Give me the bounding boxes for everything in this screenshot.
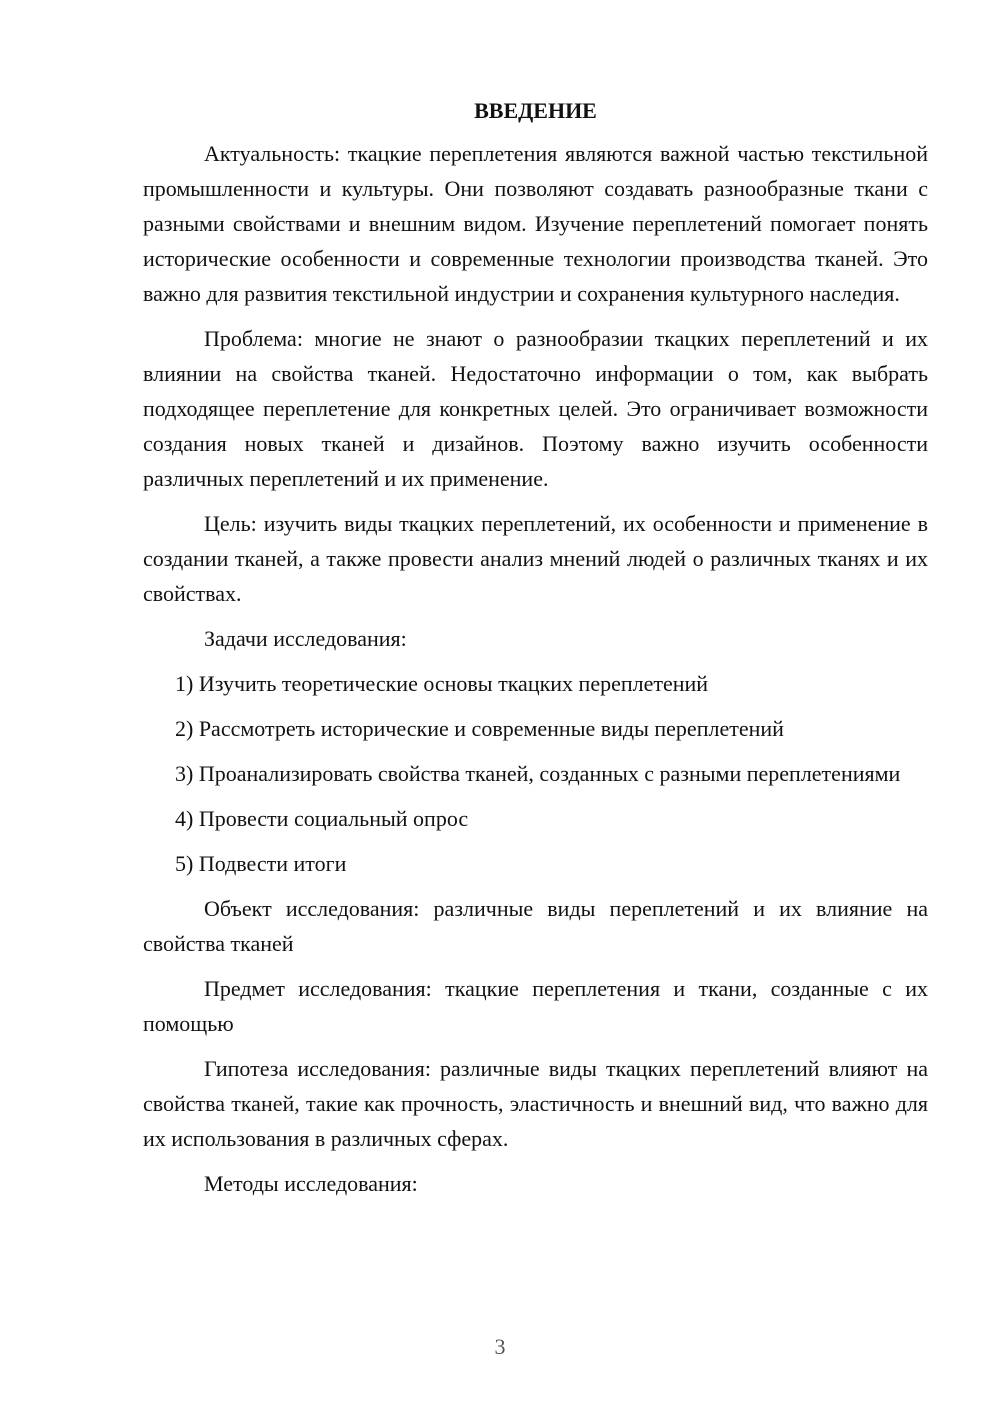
task-item: 3) Проанализировать свойства тканей, созданных с разными переплетениями bbox=[175, 761, 901, 786]
task-item: 5) Подвести итоги bbox=[175, 851, 347, 876]
page-title: ВВЕДЕНИЕ bbox=[474, 98, 597, 123]
tasks-heading: Задачи исследования: bbox=[204, 626, 407, 651]
task-item: 1) Изучить теоретические основы ткацких переплетений bbox=[175, 671, 709, 696]
page-number: 3 bbox=[494, 1334, 506, 1359]
hypothesis-paragraph: Гипотеза исследования: различные виды ткацких переплетений влияют на свойства тканей, такие как прочность, эластичность и внешний вид, что важно для их использования в различных сферах. bbox=[143, 1056, 928, 1151]
methods-paragraph: Методы исследования: bbox=[204, 1171, 418, 1196]
document-page bbox=[143, 96, 928, 1211]
relevance-paragraph: Актуальность: ткацкие переплетения являются важной частью текстильной промышленности и культуры. Они позволяют создавать разнообразные ткани с разными свойствами и внешним видом. Изучение переплетений помогает понять исторические особенности и современные технологии производства тканей. Это важно для развития текстильной индустрии и сохранения культурного наследия. bbox=[143, 141, 928, 306]
goal-paragraph: Цель: изучить виды ткацких переплетений, их особенности и применение в создании тканей, а также провести анализ мнений людей о различных тканях и их свойствах. bbox=[143, 511, 928, 606]
task-item: 2) Рассмотреть исторические и современные виды переплетений bbox=[175, 716, 784, 741]
subject-paragraph: Предмет исследования: ткацкие переплетения и ткани, созданные с их помощью bbox=[143, 976, 928, 1036]
problem-paragraph: Проблема: многие не знают о разнообразии ткацких переплетений и их влиянии на свойства тканей. Недостаточно информации о том, как выбрать подходящее переплетение для конкретных целей. Это ограничивает возможности создания новых тканей и дизайнов. Поэтому важно изучить особенности различных переплетений и их применение. bbox=[143, 326, 928, 491]
object-paragraph: Объект исследования: различные виды переплетений и их влияние на свойства тканей bbox=[143, 896, 928, 956]
task-item: 4) Провести социальный опрос bbox=[175, 806, 469, 831]
